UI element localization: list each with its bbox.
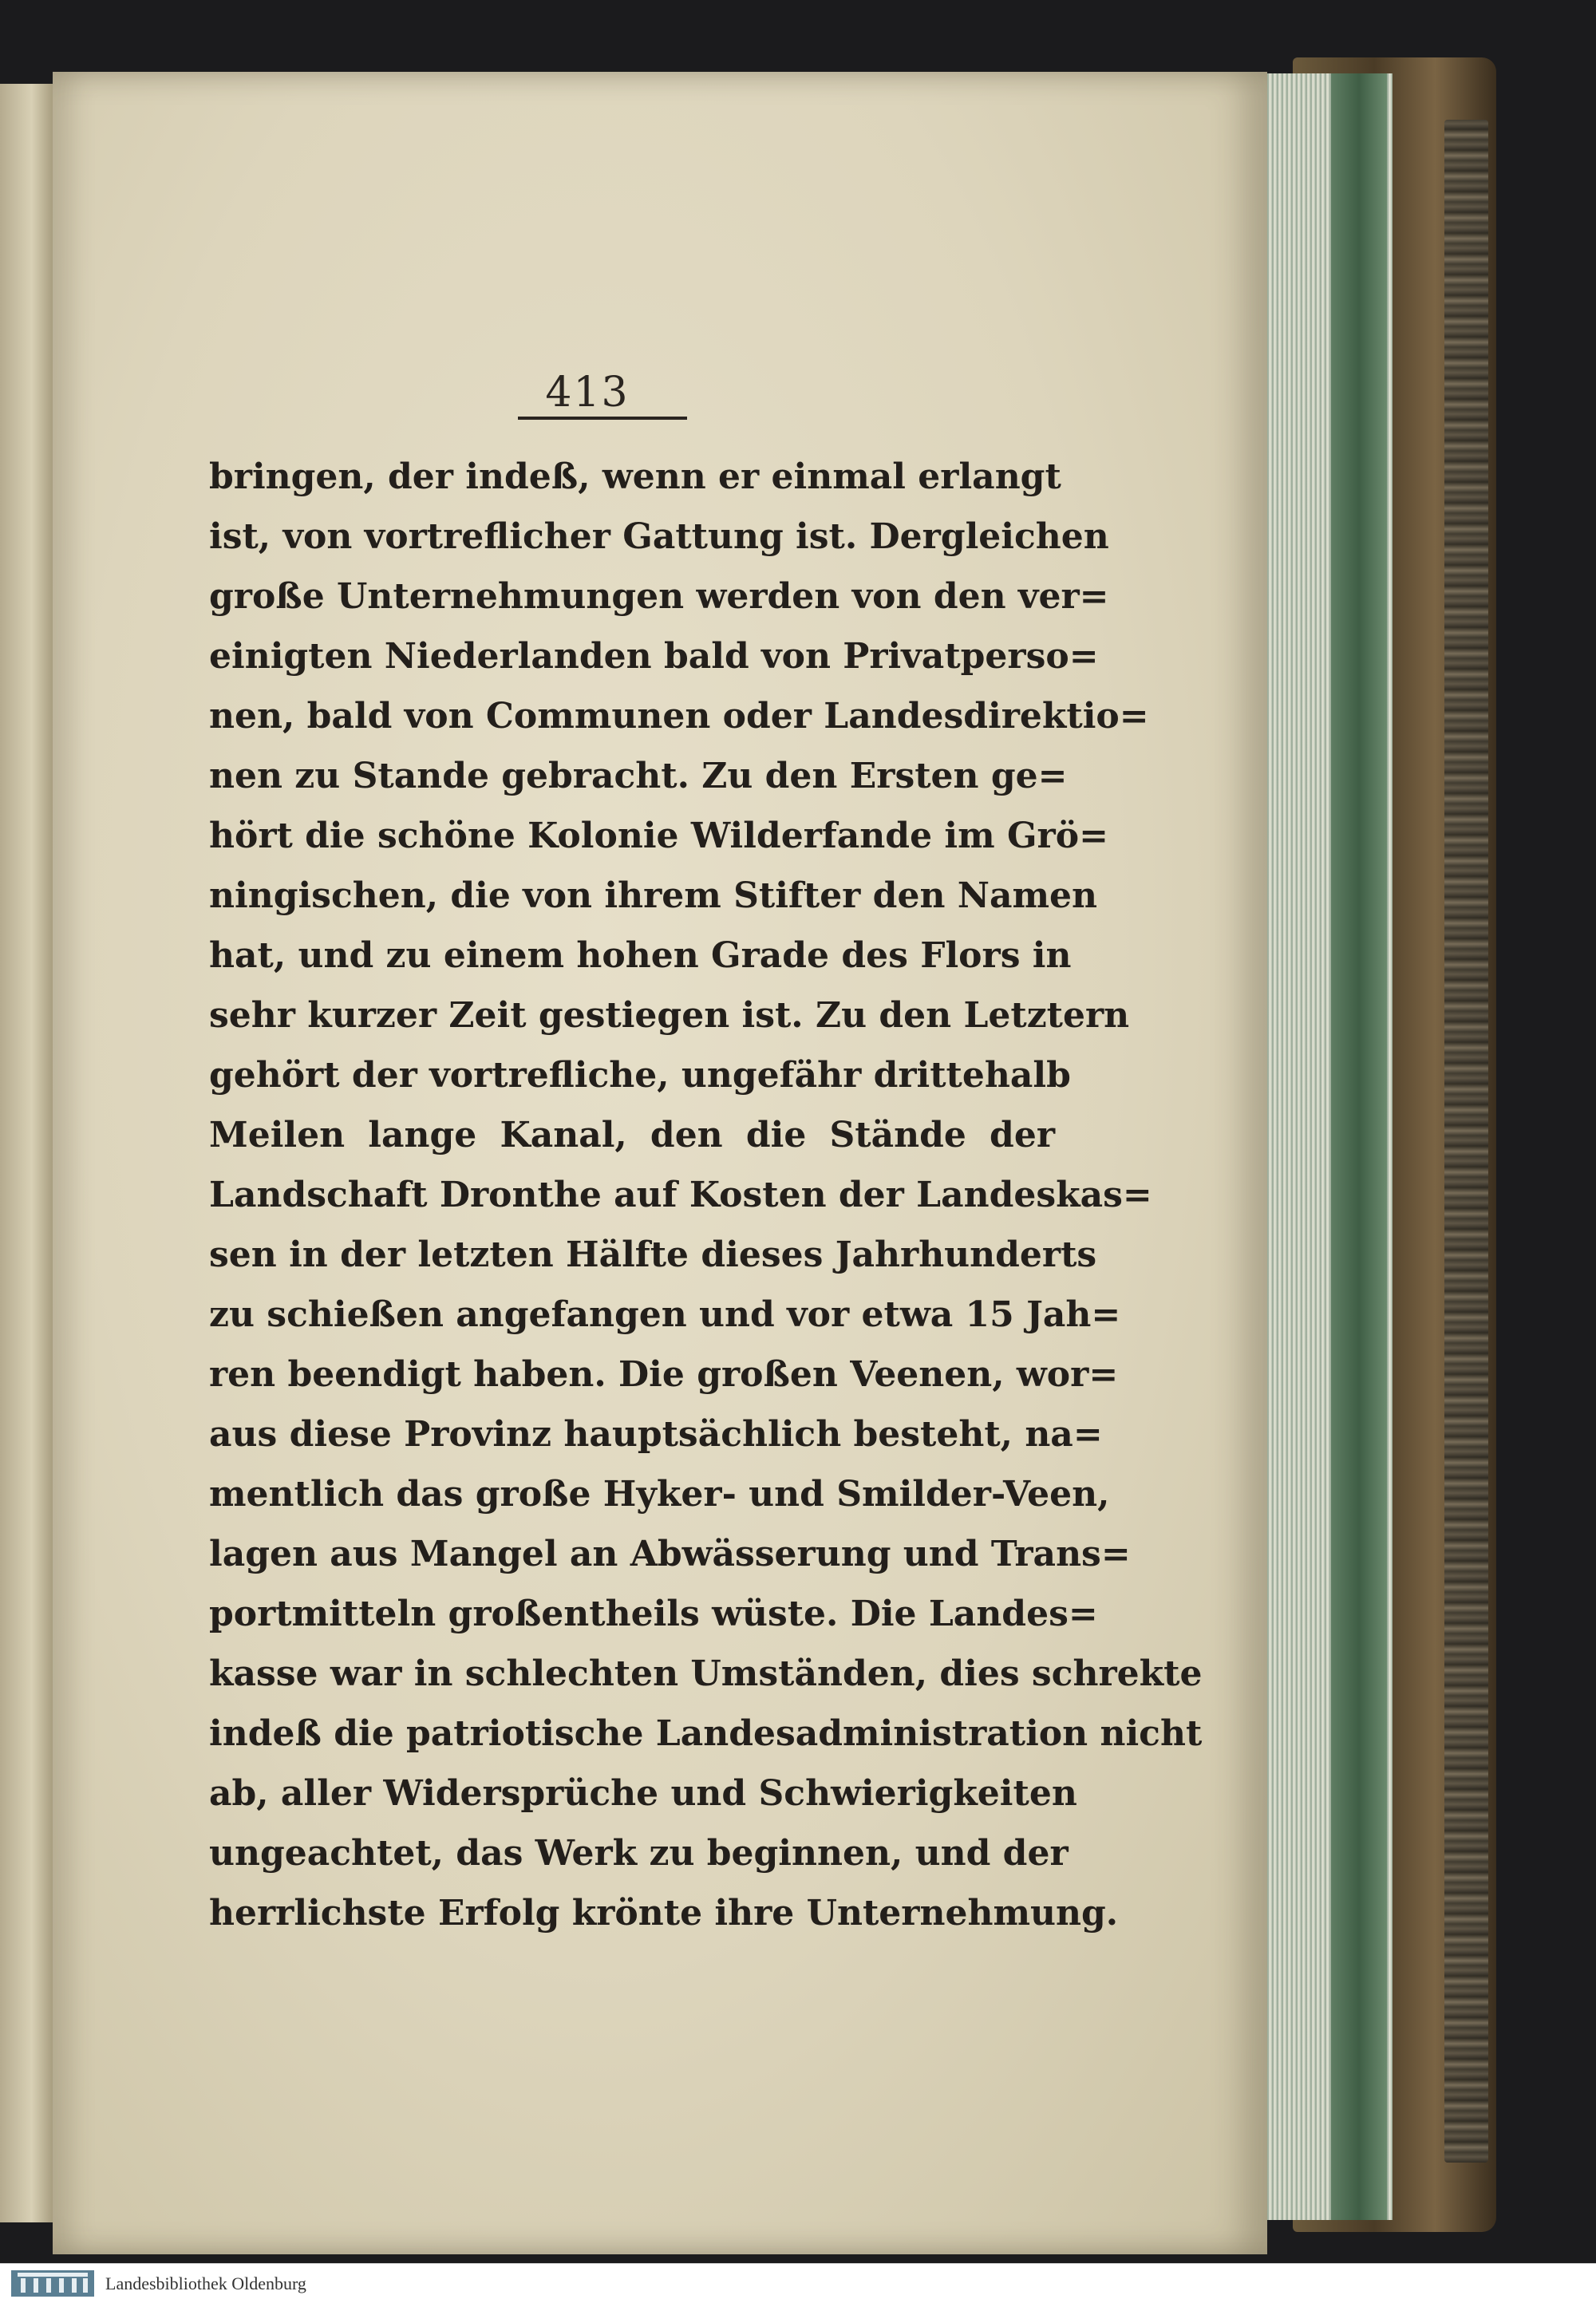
text-line: hat, und zu einem hohen Grade des Flors in <box>209 935 1072 976</box>
text-line: ningischen, die von ihrem Stifter den Namen <box>209 875 1098 916</box>
page-text <box>209 447 1203 1943</box>
text-line: portmitteln großentheils wüste. Die Landes= <box>209 1594 1098 1634</box>
text-line: bringen, der indeß, wenn er einmal erlangt <box>209 456 1061 497</box>
text-line: ungeachtet, das Werk zu beginnen, und der <box>209 1833 1069 1874</box>
page-number: 413 <box>545 369 630 417</box>
footer-bar <box>0 2263 1596 2303</box>
text-line: ab, aller Widersprüche und Schwierigkeiten <box>209 1773 1077 1814</box>
text-line: Meilen lange Kanal, den die Stände der <box>209 1115 1055 1155</box>
header-rule <box>518 417 687 420</box>
text-line: zu schießen angefangen und vor etwa 15 Jah= <box>209 1294 1121 1335</box>
text-line: Landschaft Dronthe auf Kosten der Landeskas= <box>209 1175 1152 1215</box>
green-page-edge <box>1331 73 1387 2220</box>
library-logo-icon <box>11 2270 94 2297</box>
text-line: gehört der vortrefliche, ungefähr drittehalb <box>209 1055 1071 1096</box>
text-line: ren beendigt haben. Die großen Veenen, wor= <box>209 1354 1119 1395</box>
text-line: mentlich das große Hyker- und Smilder-Veen, <box>209 1474 1110 1515</box>
text-line: nen zu Stande gebracht. Zu den Ersten ge= <box>209 756 1068 796</box>
text-line: große Unternehmungen werden von den ver= <box>209 576 1109 617</box>
text-line: einigten Niederlanden bald von Privatperso= <box>209 636 1099 677</box>
text-line: sen in der letzten Hälfte dieses Jahrhunderts <box>209 1234 1097 1275</box>
text-line: sehr kurzer Zeit gestiegen ist. Zu den Letztern <box>209 995 1130 1036</box>
facing-page-sliver <box>0 84 53 2222</box>
text-line: kasse war in schlechten Umständen, dies schrekte <box>209 1653 1203 1694</box>
library-name: Landesbibliothek Oldenburg <box>105 2273 306 2293</box>
text-line: herrlichste Erfolg krönte ihre Unternehmung. <box>209 1893 1119 1934</box>
marbled-cover-edge <box>1444 120 1488 2163</box>
text-line: hört die schöne Kolonie Wilderfande im Grö= <box>209 816 1108 856</box>
book-page <box>53 72 1267 2254</box>
text-line: nen, bald von Communen oder Landesdirektio= <box>209 696 1149 737</box>
text-line: aus diese Provinz hauptsächlich besteht, na= <box>209 1414 1103 1455</box>
text-line: lagen aus Mangel an Abwässerung und Trans= <box>209 1534 1131 1574</box>
text-line: indeß die patriotische Landesadministration nicht <box>209 1713 1203 1754</box>
text-line: ist, von vortreflicher Gattung ist. Dergleichen <box>209 516 1109 557</box>
